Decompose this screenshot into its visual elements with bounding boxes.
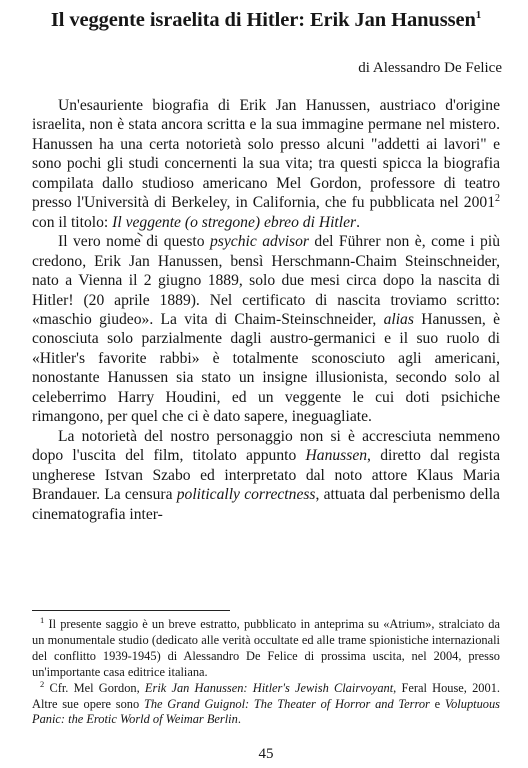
footnote-2-italic-1: Erik Jan Hanussen: Hitler's Jewish Clairvoyant [144,680,394,695]
paragraph-3-italic-2: politically correctness [176,486,316,504]
paragraph-1 [32,96,500,232]
footnote-divider [32,610,230,611]
footnote-2-number: 2 [40,678,45,689]
footnote-ref-2[interactable]: 2 [495,193,500,205]
footnote-1-number: 1 [40,614,45,625]
paragraph-2-text-b: di questo [140,233,210,251]
paragraph-2-italic-1: psychic advisor [209,233,309,251]
paragraph-1-text-b: con il titolo: [32,213,113,231]
paragraph-3-text-b: , diretto dal regista ungherese Istvan Szabo ed interpretato dal noto attore Klaus Maria Brandauer. La censura [32,447,500,504]
title-text: Il veggente israelita di Hitler: Erik Jan Hanussen [50,9,476,31]
page-number: 45 [258,746,274,762]
title-footnote-ref[interactable]: 1 [475,9,482,22]
footnotes [32,614,500,728]
footnote-2-text-c: e [429,696,445,711]
paragraph-2-text-c: del Führer non è, come i più credono, Erik Jan Hanussen, bensì Herschmann-Chaim Steinschneider, nato a Vienna il 2 giugno 1889, solo due mesi circa dopo la nascita di Hitler! (20 aprile 1889). Nel certificato di nascita troviamo scritto: «maschio giudeo». La vita di Chaim-Steinschneider, [32,233,500,328]
article-body [32,96,500,524]
footnote-2-italic-3: Voluptuous Panic: the Erotic World of Weimar Berlin [32,696,500,727]
paragraph-1-text-a: Un'esauriente biografia di Erik Jan Hanussen, austriaco d'origine israelita, non è stata ancora scritta e la sua immagine permane nel mistero. Hanussen ha una certa notorietà solo presso alcuni "addetti ai lavori" e sono pochi gli studi concernenti la sua vita; tra questi spicca la biografia compilata dallo studioso americano Mel Gordon, professore di teatro presso l'Università di Berkeley, in California, che fu pubblicata nel 2001 [32,97,500,212]
footnote-2 [32,678,500,729]
paragraph-1-text-c: . [356,213,360,231]
paragraph-3-italic-1: Hanussen [305,447,368,465]
footnote-1 [32,614,500,681]
footnote-2-text-a: Cfr. Mel Gordon, [44,680,145,695]
paragraph-2 [32,232,500,427]
footnote-2-italic-2: The Grand Guignol: The Theater of Horror and Terror [143,696,430,711]
footnote-2-text-d: . [237,712,241,727]
paragraph-1-italic: Il veggente (o stregone) ebreo di Hitler [112,213,357,231]
paragraph-3-text-a: La notorietà del nostro personaggio non si è accresciuta nemmeno dopo l'uscita del film, titolato appunto [32,427,500,465]
paragraph-2-text-d: Hanussen, è conosciuta solo parzialmente dagli austro-germanici e il suo ruolo di «Hitler's favorite rabbi» è totalmente sconosciuto agli americani, nonostante Hanussen sia stato un insigne illusionista, secondo solo al celeberrimo Harry Houdini, ed un veggente le cui doti psichiche rimangono, per quel che ci è dato sapere, ineguagliate. [32,310,500,426]
paragraph-3-text-c: , attuata dal perbenismo della cinematografia inter- [32,486,500,523]
footnote-1-text: Il presente saggio è un breve estratto, pubblicato in anteprima su «Atrium», stralciato da un monumentale studio (dedicato alle verità occultate ed alle trame spionistiche internazionali del conflitto 1939-1945) di Alessandro De Felice di prossima uscita, nel 2004, presso un'importante casa editrice italiana. [32,617,500,679]
footnote-2-text-b: , Feral House, 2001. Altre sue opere sono [32,680,500,711]
author-byline: di Alessandro De Felice [358,60,502,76]
paragraph-2-italic-2: alias [383,310,414,328]
paragraph-2-text-a: Il vero nome [58,233,141,251]
article-title [32,6,500,34]
paragraph-3 [32,427,500,524]
document-page [32,0,500,768]
